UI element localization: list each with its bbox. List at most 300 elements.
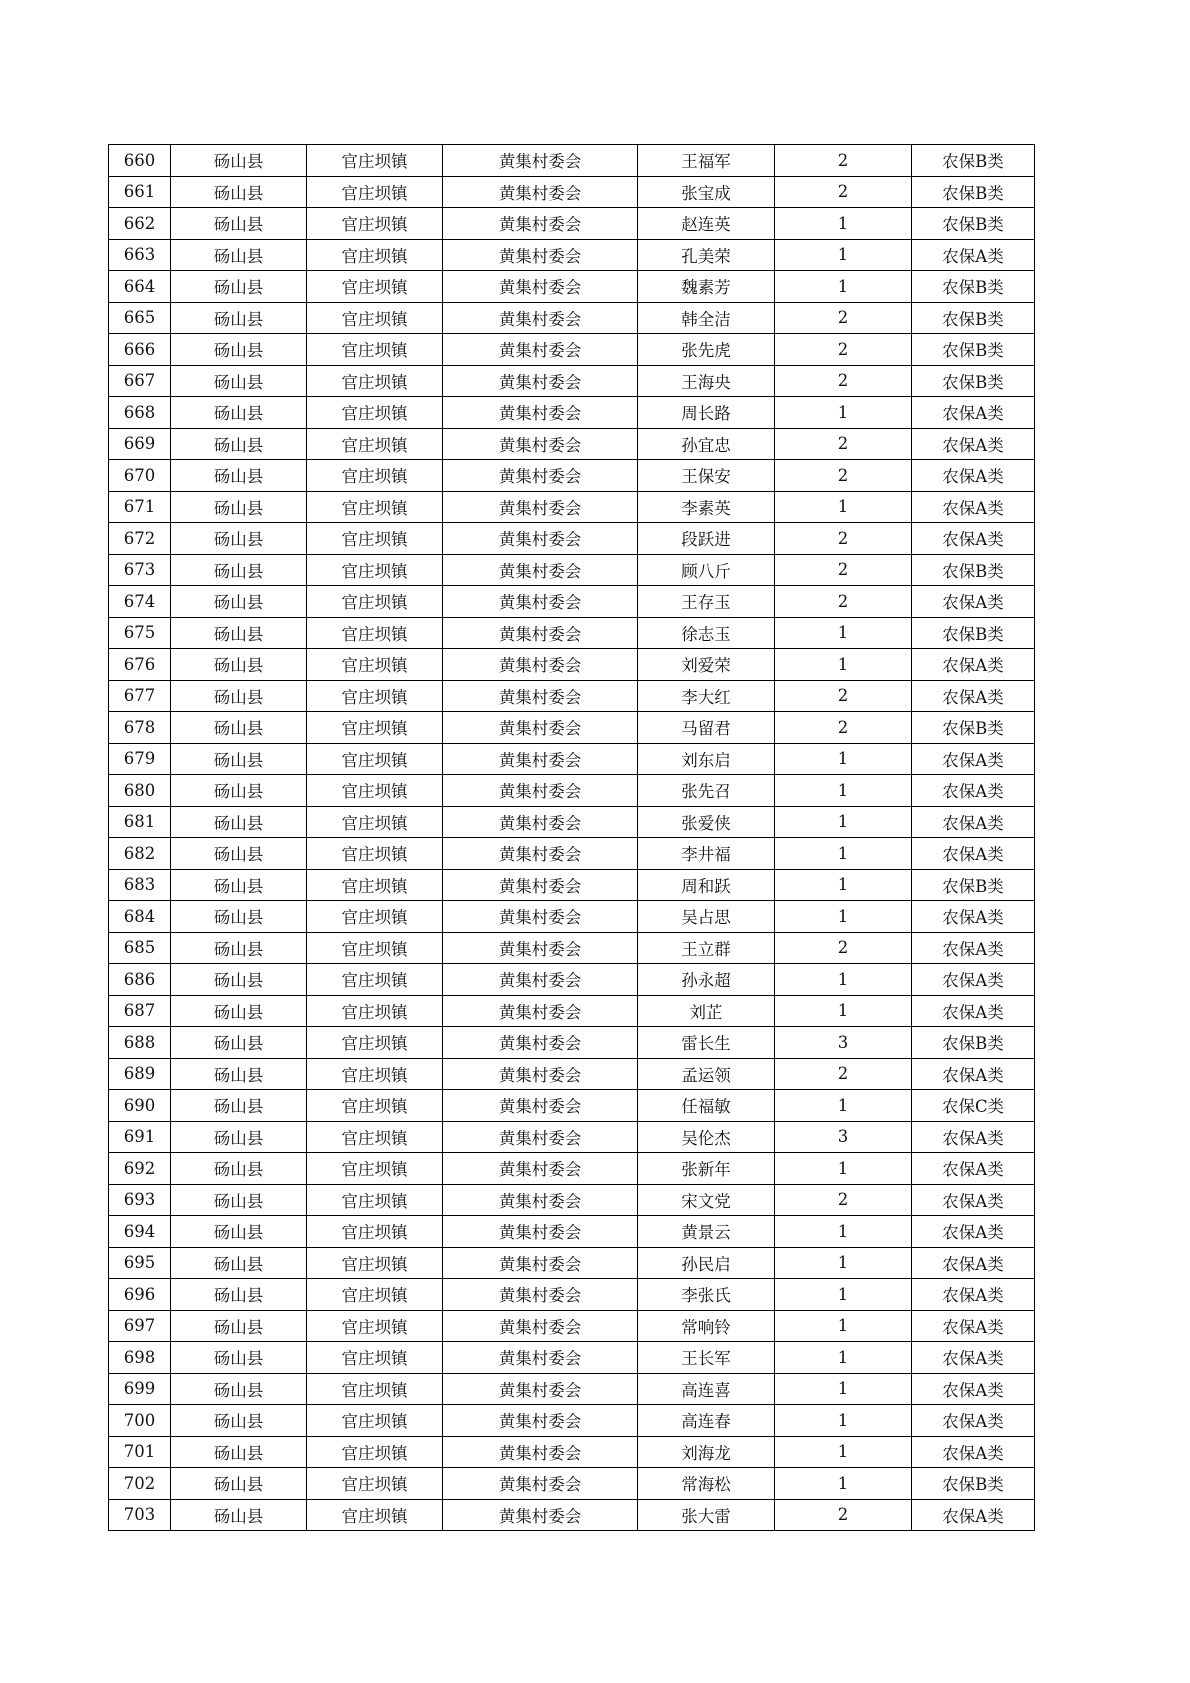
county-cell: 砀山县 <box>171 1279 307 1311</box>
count-cell: 2 <box>775 1058 912 1090</box>
table-row <box>109 1058 1035 1090</box>
village-cell: 黄集村委会 <box>443 775 638 807</box>
row-number-cell: 691 <box>109 1121 171 1153</box>
category-cell: 农保B类 <box>912 1027 1035 1059</box>
count-cell: 1 <box>775 1279 912 1311</box>
name-cell: 李大红 <box>638 680 775 712</box>
count-cell: 2 <box>775 365 912 397</box>
county-cell: 砀山县 <box>171 271 307 303</box>
county-cell: 砀山县 <box>171 838 307 870</box>
village-cell: 黄集村委会 <box>443 964 638 996</box>
town-cell: 官庄坝镇 <box>307 1310 443 1342</box>
table-row <box>109 869 1035 901</box>
category-cell: 农保A类 <box>912 1405 1035 1437</box>
table-row <box>109 1027 1035 1059</box>
table-row <box>109 617 1035 649</box>
town-cell: 官庄坝镇 <box>307 523 443 555</box>
village-cell: 黄集村委会 <box>443 680 638 712</box>
row-number-cell: 689 <box>109 1058 171 1090</box>
name-cell: 王长军 <box>638 1342 775 1374</box>
county-cell: 砀山县 <box>171 1499 307 1531</box>
town-cell: 官庄坝镇 <box>307 428 443 460</box>
name-cell: 雷长生 <box>638 1027 775 1059</box>
table-row <box>109 145 1035 177</box>
name-cell: 王福军 <box>638 145 775 177</box>
county-cell: 砀山县 <box>171 1027 307 1059</box>
row-number-cell: 681 <box>109 806 171 838</box>
village-cell: 黄集村委会 <box>443 1499 638 1531</box>
county-cell: 砀山县 <box>171 302 307 334</box>
count-cell: 2 <box>775 334 912 366</box>
table-row <box>109 523 1035 555</box>
village-cell: 黄集村委会 <box>443 1342 638 1374</box>
village-cell: 黄集村委会 <box>443 1405 638 1437</box>
name-cell: 顾八斤 <box>638 554 775 586</box>
row-number-cell: 684 <box>109 901 171 933</box>
village-cell: 黄集村委会 <box>443 302 638 334</box>
town-cell: 官庄坝镇 <box>307 271 443 303</box>
row-number-cell: 675 <box>109 617 171 649</box>
table-row <box>109 901 1035 933</box>
count-cell: 1 <box>775 775 912 807</box>
category-cell: 农保A类 <box>912 806 1035 838</box>
town-cell: 官庄坝镇 <box>307 586 443 618</box>
count-cell: 2 <box>775 302 912 334</box>
county-cell: 砀山县 <box>171 397 307 429</box>
count-cell: 1 <box>775 1436 912 1468</box>
row-number-cell: 676 <box>109 649 171 681</box>
table-row <box>109 1468 1035 1500</box>
town-cell: 官庄坝镇 <box>307 176 443 208</box>
name-cell: 张新年 <box>638 1153 775 1185</box>
category-cell: 农保B类 <box>912 712 1035 744</box>
name-cell: 任福敏 <box>638 1090 775 1122</box>
row-number-cell: 696 <box>109 1279 171 1311</box>
row-number-cell: 674 <box>109 586 171 618</box>
town-cell: 官庄坝镇 <box>307 932 443 964</box>
town-cell: 官庄坝镇 <box>307 901 443 933</box>
village-cell: 黄集村委会 <box>443 649 638 681</box>
count-cell: 2 <box>775 1499 912 1531</box>
name-cell: 张宝成 <box>638 176 775 208</box>
table-row <box>109 1342 1035 1374</box>
name-cell: 孟运领 <box>638 1058 775 1090</box>
name-cell: 张爱侠 <box>638 806 775 838</box>
row-number-cell: 698 <box>109 1342 171 1374</box>
county-cell: 砀山县 <box>171 680 307 712</box>
town-cell: 官庄坝镇 <box>307 239 443 271</box>
category-cell: 农保A类 <box>912 1184 1035 1216</box>
name-cell: 王保安 <box>638 460 775 492</box>
village-cell: 黄集村委会 <box>443 1310 638 1342</box>
county-cell: 砀山县 <box>171 334 307 366</box>
town-cell: 官庄坝镇 <box>307 1373 443 1405</box>
county-cell: 砀山县 <box>171 554 307 586</box>
row-number-cell: 664 <box>109 271 171 303</box>
table-row <box>109 208 1035 240</box>
town-cell: 官庄坝镇 <box>307 1468 443 1500</box>
category-cell: 农保A类 <box>912 523 1035 555</box>
count-cell: 1 <box>775 208 912 240</box>
town-cell: 官庄坝镇 <box>307 334 443 366</box>
county-cell: 砀山县 <box>171 964 307 996</box>
name-cell: 段跃进 <box>638 523 775 555</box>
category-cell: 农保A类 <box>912 239 1035 271</box>
count-cell: 1 <box>775 1247 912 1279</box>
count-cell: 1 <box>775 1405 912 1437</box>
name-cell: 吴伦杰 <box>638 1121 775 1153</box>
category-cell: 农保A类 <box>912 1373 1035 1405</box>
name-cell: 张先虎 <box>638 334 775 366</box>
count-cell: 1 <box>775 1310 912 1342</box>
row-number-cell: 670 <box>109 460 171 492</box>
village-cell: 黄集村委会 <box>443 145 638 177</box>
table-row <box>109 1405 1035 1437</box>
town-cell: 官庄坝镇 <box>307 397 443 429</box>
category-cell: 农保A类 <box>912 1216 1035 1248</box>
count-cell: 2 <box>775 176 912 208</box>
category-cell: 农保B类 <box>912 302 1035 334</box>
county-cell: 砀山县 <box>171 523 307 555</box>
table-row <box>109 239 1035 271</box>
table-row <box>109 932 1035 964</box>
table-row <box>109 995 1035 1027</box>
row-number-cell: 687 <box>109 995 171 1027</box>
category-cell: 农保A类 <box>912 1499 1035 1531</box>
row-number-cell: 661 <box>109 176 171 208</box>
name-cell: 周和跃 <box>638 869 775 901</box>
count-cell: 1 <box>775 271 912 303</box>
village-cell: 黄集村委会 <box>443 1373 638 1405</box>
village-cell: 黄集村委会 <box>443 334 638 366</box>
village-cell: 黄集村委会 <box>443 239 638 271</box>
table-row <box>109 397 1035 429</box>
table-row <box>109 554 1035 586</box>
name-cell: 吴占思 <box>638 901 775 933</box>
county-cell: 砀山县 <box>171 901 307 933</box>
table-row <box>109 806 1035 838</box>
table-row <box>109 1436 1035 1468</box>
category-cell: 农保A类 <box>912 995 1035 1027</box>
table-row <box>109 1499 1035 1531</box>
table-row <box>109 365 1035 397</box>
table-row <box>109 491 1035 523</box>
county-cell: 砀山县 <box>171 932 307 964</box>
name-cell: 孙永超 <box>638 964 775 996</box>
row-number-cell: 685 <box>109 932 171 964</box>
row-number-cell: 673 <box>109 554 171 586</box>
count-cell: 1 <box>775 869 912 901</box>
table-row <box>109 1310 1035 1342</box>
county-cell: 砀山县 <box>171 1436 307 1468</box>
village-cell: 黄集村委会 <box>443 1184 638 1216</box>
category-cell: 农保B类 <box>912 271 1035 303</box>
village-cell: 黄集村委会 <box>443 806 638 838</box>
name-cell: 孙民启 <box>638 1247 775 1279</box>
row-number-cell: 699 <box>109 1373 171 1405</box>
category-cell: 农保B类 <box>912 145 1035 177</box>
category-cell: 农保A类 <box>912 1058 1035 1090</box>
table-row <box>109 680 1035 712</box>
name-cell: 刘芷 <box>638 995 775 1027</box>
row-number-cell: 680 <box>109 775 171 807</box>
county-cell: 砀山县 <box>171 1121 307 1153</box>
row-number-cell: 700 <box>109 1405 171 1437</box>
table-body <box>109 145 1035 1531</box>
count-cell: 1 <box>775 901 912 933</box>
count-cell: 2 <box>775 932 912 964</box>
count-cell: 1 <box>775 1373 912 1405</box>
records-table <box>108 144 1035 1531</box>
name-cell: 李井福 <box>638 838 775 870</box>
village-cell: 黄集村委会 <box>443 1279 638 1311</box>
row-number-cell: 695 <box>109 1247 171 1279</box>
village-cell: 黄集村委会 <box>443 491 638 523</box>
count-cell: 1 <box>775 397 912 429</box>
village-cell: 黄集村委会 <box>443 397 638 429</box>
row-number-cell: 667 <box>109 365 171 397</box>
category-cell: 农保C类 <box>912 1090 1035 1122</box>
town-cell: 官庄坝镇 <box>307 869 443 901</box>
category-cell: 农保A类 <box>912 649 1035 681</box>
table-row <box>109 1216 1035 1248</box>
row-number-cell: 692 <box>109 1153 171 1185</box>
county-cell: 砀山县 <box>171 649 307 681</box>
town-cell: 官庄坝镇 <box>307 1090 443 1122</box>
name-cell: 王海央 <box>638 365 775 397</box>
town-cell: 官庄坝镇 <box>307 964 443 996</box>
row-number-cell: 665 <box>109 302 171 334</box>
village-cell: 黄集村委会 <box>443 428 638 460</box>
county-cell: 砀山县 <box>171 365 307 397</box>
category-cell: 农保B类 <box>912 554 1035 586</box>
count-cell: 2 <box>775 1184 912 1216</box>
county-cell: 砀山县 <box>171 1090 307 1122</box>
category-cell: 农保A类 <box>912 1310 1035 1342</box>
count-cell: 1 <box>775 239 912 271</box>
town-cell: 官庄坝镇 <box>307 712 443 744</box>
row-number-cell: 678 <box>109 712 171 744</box>
count-cell: 2 <box>775 428 912 460</box>
count-cell: 3 <box>775 1027 912 1059</box>
county-cell: 砀山县 <box>171 775 307 807</box>
row-number-cell: 690 <box>109 1090 171 1122</box>
county-cell: 砀山县 <box>171 1247 307 1279</box>
name-cell: 徐志玉 <box>638 617 775 649</box>
town-cell: 官庄坝镇 <box>307 995 443 1027</box>
name-cell: 李素英 <box>638 491 775 523</box>
category-cell: 农保A类 <box>912 586 1035 618</box>
row-number-cell: 663 <box>109 239 171 271</box>
name-cell: 马留君 <box>638 712 775 744</box>
town-cell: 官庄坝镇 <box>307 775 443 807</box>
county-cell: 砀山县 <box>171 1216 307 1248</box>
county-cell: 砀山县 <box>171 1373 307 1405</box>
town-cell: 官庄坝镇 <box>307 1342 443 1374</box>
town-cell: 官庄坝镇 <box>307 460 443 492</box>
row-number-cell: 703 <box>109 1499 171 1531</box>
name-cell: 孔美荣 <box>638 239 775 271</box>
table-row <box>109 334 1035 366</box>
county-cell: 砀山县 <box>171 869 307 901</box>
category-cell: 农保A类 <box>912 838 1035 870</box>
count-cell: 1 <box>775 649 912 681</box>
count-cell: 1 <box>775 617 912 649</box>
village-cell: 黄集村委会 <box>443 617 638 649</box>
county-cell: 砀山县 <box>171 617 307 649</box>
name-cell: 刘爱荣 <box>638 649 775 681</box>
row-number-cell: 686 <box>109 964 171 996</box>
count-cell: 1 <box>775 964 912 996</box>
name-cell: 刘东启 <box>638 743 775 775</box>
village-cell: 黄集村委会 <box>443 932 638 964</box>
county-cell: 砀山县 <box>171 743 307 775</box>
table-row <box>109 1184 1035 1216</box>
village-cell: 黄集村委会 <box>443 523 638 555</box>
town-cell: 官庄坝镇 <box>307 806 443 838</box>
county-cell: 砀山县 <box>171 1310 307 1342</box>
town-cell: 官庄坝镇 <box>307 838 443 870</box>
row-number-cell: 669 <box>109 428 171 460</box>
category-cell: 农保A类 <box>912 1121 1035 1153</box>
village-cell: 黄集村委会 <box>443 460 638 492</box>
county-cell: 砀山县 <box>171 1342 307 1374</box>
town-cell: 官庄坝镇 <box>307 554 443 586</box>
category-cell: 农保B类 <box>912 869 1035 901</box>
village-cell: 黄集村委会 <box>443 901 638 933</box>
count-cell: 2 <box>775 523 912 555</box>
count-cell: 1 <box>775 743 912 775</box>
village-cell: 黄集村委会 <box>443 1436 638 1468</box>
county-cell: 砀山县 <box>171 428 307 460</box>
table-row <box>109 586 1035 618</box>
row-number-cell: 682 <box>109 838 171 870</box>
table-row <box>109 964 1035 996</box>
category-cell: 农保A类 <box>912 775 1035 807</box>
category-cell: 农保A类 <box>912 901 1035 933</box>
table-row <box>109 302 1035 334</box>
name-cell: 高连喜 <box>638 1373 775 1405</box>
count-cell: 2 <box>775 554 912 586</box>
village-cell: 黄集村委会 <box>443 1121 638 1153</box>
town-cell: 官庄坝镇 <box>307 302 443 334</box>
category-cell: 农保A类 <box>912 680 1035 712</box>
county-cell: 砀山县 <box>171 460 307 492</box>
village-cell: 黄集村委会 <box>443 1058 638 1090</box>
name-cell: 刘海龙 <box>638 1436 775 1468</box>
town-cell: 官庄坝镇 <box>307 617 443 649</box>
town-cell: 官庄坝镇 <box>307 1499 443 1531</box>
table-row <box>109 176 1035 208</box>
row-number-cell: 671 <box>109 491 171 523</box>
count-cell: 1 <box>775 995 912 1027</box>
town-cell: 官庄坝镇 <box>307 1058 443 1090</box>
town-cell: 官庄坝镇 <box>307 145 443 177</box>
row-number-cell: 694 <box>109 1216 171 1248</box>
county-cell: 砀山县 <box>171 239 307 271</box>
county-cell: 砀山县 <box>171 176 307 208</box>
village-cell: 黄集村委会 <box>443 869 638 901</box>
row-number-cell: 697 <box>109 1310 171 1342</box>
name-cell: 高连春 <box>638 1405 775 1437</box>
county-cell: 砀山县 <box>171 1468 307 1500</box>
town-cell: 官庄坝镇 <box>307 1027 443 1059</box>
village-cell: 黄集村委会 <box>443 554 638 586</box>
name-cell: 魏素芳 <box>638 271 775 303</box>
village-cell: 黄集村委会 <box>443 1247 638 1279</box>
name-cell: 王立群 <box>638 932 775 964</box>
row-number-cell: 701 <box>109 1436 171 1468</box>
row-number-cell: 666 <box>109 334 171 366</box>
table-row <box>109 1090 1035 1122</box>
count-cell: 1 <box>775 1216 912 1248</box>
county-cell: 砀山县 <box>171 995 307 1027</box>
row-number-cell: 672 <box>109 523 171 555</box>
town-cell: 官庄坝镇 <box>307 1405 443 1437</box>
category-cell: 农保A类 <box>912 964 1035 996</box>
category-cell: 农保A类 <box>912 397 1035 429</box>
count-cell: 3 <box>775 1121 912 1153</box>
name-cell: 韩全洁 <box>638 302 775 334</box>
count-cell: 1 <box>775 838 912 870</box>
village-cell: 黄集村委会 <box>443 995 638 1027</box>
village-cell: 黄集村委会 <box>443 1216 638 1248</box>
category-cell: 农保B类 <box>912 365 1035 397</box>
count-cell: 2 <box>775 586 912 618</box>
village-cell: 黄集村委会 <box>443 271 638 303</box>
county-cell: 砀山县 <box>171 806 307 838</box>
row-number-cell: 679 <box>109 743 171 775</box>
town-cell: 官庄坝镇 <box>307 649 443 681</box>
table-row <box>109 1373 1035 1405</box>
name-cell: 李张氏 <box>638 1279 775 1311</box>
village-cell: 黄集村委会 <box>443 176 638 208</box>
county-cell: 砀山县 <box>171 586 307 618</box>
name-cell: 赵连英 <box>638 208 775 240</box>
category-cell: 农保B类 <box>912 208 1035 240</box>
county-cell: 砀山县 <box>171 712 307 744</box>
village-cell: 黄集村委会 <box>443 1090 638 1122</box>
name-cell: 王存玉 <box>638 586 775 618</box>
village-cell: 黄集村委会 <box>443 1027 638 1059</box>
category-cell: 农保A类 <box>912 1342 1035 1374</box>
county-cell: 砀山县 <box>171 491 307 523</box>
village-cell: 黄集村委会 <box>443 838 638 870</box>
table-row <box>109 712 1035 744</box>
name-cell: 张大雷 <box>638 1499 775 1531</box>
table-row <box>109 838 1035 870</box>
row-number-cell: 688 <box>109 1027 171 1059</box>
town-cell: 官庄坝镇 <box>307 1247 443 1279</box>
category-cell: 农保B类 <box>912 334 1035 366</box>
count-cell: 1 <box>775 806 912 838</box>
row-number-cell: 702 <box>109 1468 171 1500</box>
name-cell: 宋文党 <box>638 1184 775 1216</box>
town-cell: 官庄坝镇 <box>307 491 443 523</box>
name-cell: 常响铃 <box>638 1310 775 1342</box>
county-cell: 砀山县 <box>171 1058 307 1090</box>
town-cell: 官庄坝镇 <box>307 1153 443 1185</box>
category-cell: 农保A类 <box>912 1279 1035 1311</box>
count-cell: 1 <box>775 1153 912 1185</box>
village-cell: 黄集村委会 <box>443 586 638 618</box>
count-cell: 2 <box>775 680 912 712</box>
town-cell: 官庄坝镇 <box>307 1279 443 1311</box>
village-cell: 黄集村委会 <box>443 1468 638 1500</box>
table-row <box>109 1153 1035 1185</box>
count-cell: 1 <box>775 1468 912 1500</box>
table-row <box>109 271 1035 303</box>
